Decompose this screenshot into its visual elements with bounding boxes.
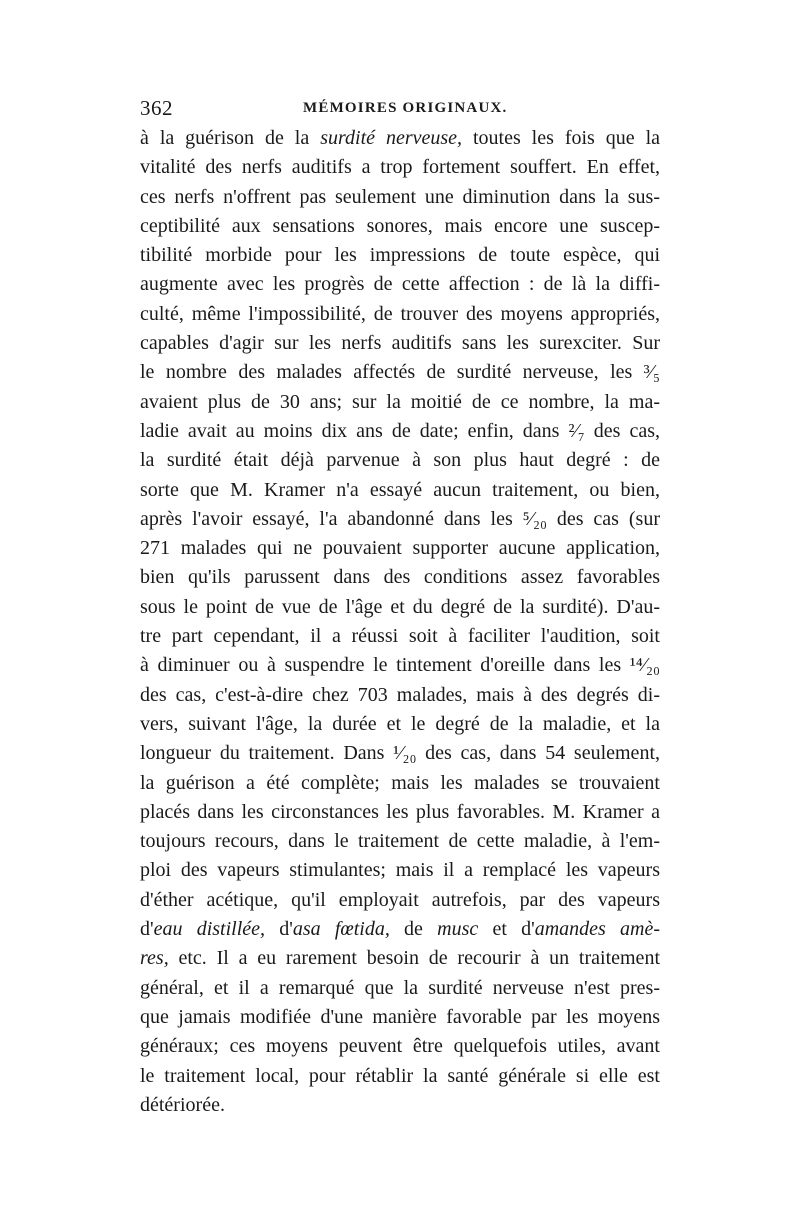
running-head: [140, 96, 660, 124]
text-segment: etc. Il a eu rarement besoin de recourir à un traitement: [168, 947, 660, 970]
text-segment: à la guérison de la: [140, 127, 321, 149]
text-line: [140, 593, 660, 622]
text-line: [140, 681, 660, 710]
text-segment: avaient plus de 30 ans; sur la moitié de ce nombre, la ma-: [140, 390, 660, 413]
text-line: [140, 710, 660, 739]
text-segment: toutes les fois que la: [462, 127, 660, 149]
text-segment: sorte que M. Kramer n'a essayé aucun traitement, ou bien,: [140, 478, 660, 501]
text-line: [140, 827, 660, 856]
text-line: [140, 798, 660, 827]
text-segment: ces nerfs n'offrent pas seulement une diminution dans la sus-: [140, 185, 660, 208]
text-segment: ladie avait au moins dix ans de date; enfin, dans ²⁄₇ des cas,: [140, 419, 660, 442]
text-segment: la guérison a été complète; mais les malades se trouvaient: [140, 771, 660, 794]
text-line: [140, 974, 660, 1003]
text-line: [140, 1091, 660, 1120]
text-segment: d'éther acétique, qu'il employait autrefois, par des vapeurs: [140, 888, 660, 911]
text-line: [140, 124, 660, 153]
text-line: [140, 856, 660, 885]
text-segment: vitalité des nerfs auditifs a trop fortement souffert. En effet,: [140, 156, 660, 179]
text-line: [140, 886, 660, 915]
text-segment: toujours recours, dans le traitement de cette maladie, à l'em-: [140, 830, 660, 853]
text-line: [140, 476, 660, 505]
text-segment: généraux; ces moyens peuvent être quelquefois utiles, avant: [140, 1035, 660, 1058]
text-segment: capables d'agir sur les nerfs auditifs sans les surexciter. Sur: [140, 332, 660, 355]
running-title: MÉMOIRES ORIGINAUX.: [303, 100, 508, 116]
text-segment: à diminuer ou à suspendre le tintement d'oreille dans les ¹⁴⁄₂₀: [140, 654, 660, 677]
text-segment: d': [140, 918, 154, 941]
text-segment: 271 malades qui ne pouvaient supporter aucune application,: [140, 537, 660, 560]
page-number: 362: [140, 96, 173, 120]
text-line: [140, 388, 660, 417]
text-line: [140, 1032, 660, 1061]
text-segment: le nombre des malades affectés de surdité nerveuse, les ³⁄₅: [140, 361, 660, 384]
text-line: [140, 212, 660, 241]
text-line: [140, 622, 660, 651]
text-segment: ploi des vapeurs stimulantes; mais il a remplacé les vapeurs: [140, 859, 660, 882]
text-line: [140, 358, 660, 387]
text-segment: tre part cependant, il a réussi soit à faciliter l'audition, soit: [140, 625, 660, 648]
text-line: [140, 944, 660, 973]
text-line: [140, 1062, 660, 1091]
text-segment: de: [389, 918, 438, 941]
text-line: [140, 446, 660, 475]
italic-text: eau distillée,: [153, 918, 266, 941]
italic-text: res,: [140, 947, 169, 970]
text-line: [140, 241, 660, 270]
text-line: [140, 915, 660, 944]
text-segment: sous le point de vue de l'âge et du degré de la surdité). D'au-: [140, 595, 660, 618]
text-line: [140, 739, 660, 768]
text-line: [140, 300, 660, 329]
text-line: [140, 270, 660, 299]
text-line: [140, 417, 660, 446]
italic-text: surdité nerveuse,: [320, 127, 463, 149]
text-segment: ceptibilité aux sensations sonores, mais encore une suscep-: [140, 214, 660, 237]
italic-text: amandes amè-: [534, 918, 660, 941]
text-line: [140, 769, 660, 798]
text-segment: d': [265, 918, 293, 941]
text-segment: des cas, c'est-à-dire chez 703 malades, mais à des degrés di-: [140, 683, 660, 706]
text-segment: placés dans les circonstances les plus favorables. M. Kramer a: [140, 800, 660, 823]
text-segment: et d': [478, 918, 535, 941]
text-segment: général, et il a remarqué que la surdité nerveuse n'est pres-: [140, 976, 660, 999]
text-line: [140, 505, 660, 534]
text-segment: après l'avoir essayé, l'a abandonné dans les ⁵⁄₂₀ des cas (sur: [140, 507, 660, 530]
text-segment: longueur du traitement. Dans ¹⁄₂₀ des cas, dans 54 seulement,: [140, 742, 660, 765]
text-segment: le traitement local, pour rétablir la santé générale si elle est: [140, 1064, 660, 1087]
italic-text: musc: [437, 918, 479, 941]
text-segment: tibilité morbide pour les impressions de toute espèce, qui: [140, 244, 660, 267]
text-segment: culté, même l'impossibilité, de trouver des moyens appropriés,: [140, 302, 660, 325]
italic-text: asa fœtida,: [292, 918, 390, 941]
text-segment: la surdité était déjà parvenue à son plus haut degré : de: [140, 449, 660, 472]
text-segment: vers, suivant l'âge, la durée et le degré de la maladie, et la: [140, 712, 660, 735]
text-line: [140, 153, 660, 182]
text-segment: que jamais modifiée d'une manière favorable par les moyens: [140, 1005, 660, 1028]
text-line: [140, 563, 660, 592]
text-segment: détériorée.: [140, 1093, 225, 1116]
body-text: [140, 124, 660, 1120]
text-segment: bien qu'ils parussent dans des conditions assez favorables: [140, 566, 660, 589]
text-line: [140, 183, 660, 212]
text-line: [140, 651, 660, 680]
text-segment: augmente avec les progrès de cette affection : de là la diffi-: [140, 273, 660, 296]
text-line: [140, 534, 660, 563]
text-line: [140, 329, 660, 358]
text-line: [140, 1003, 660, 1032]
